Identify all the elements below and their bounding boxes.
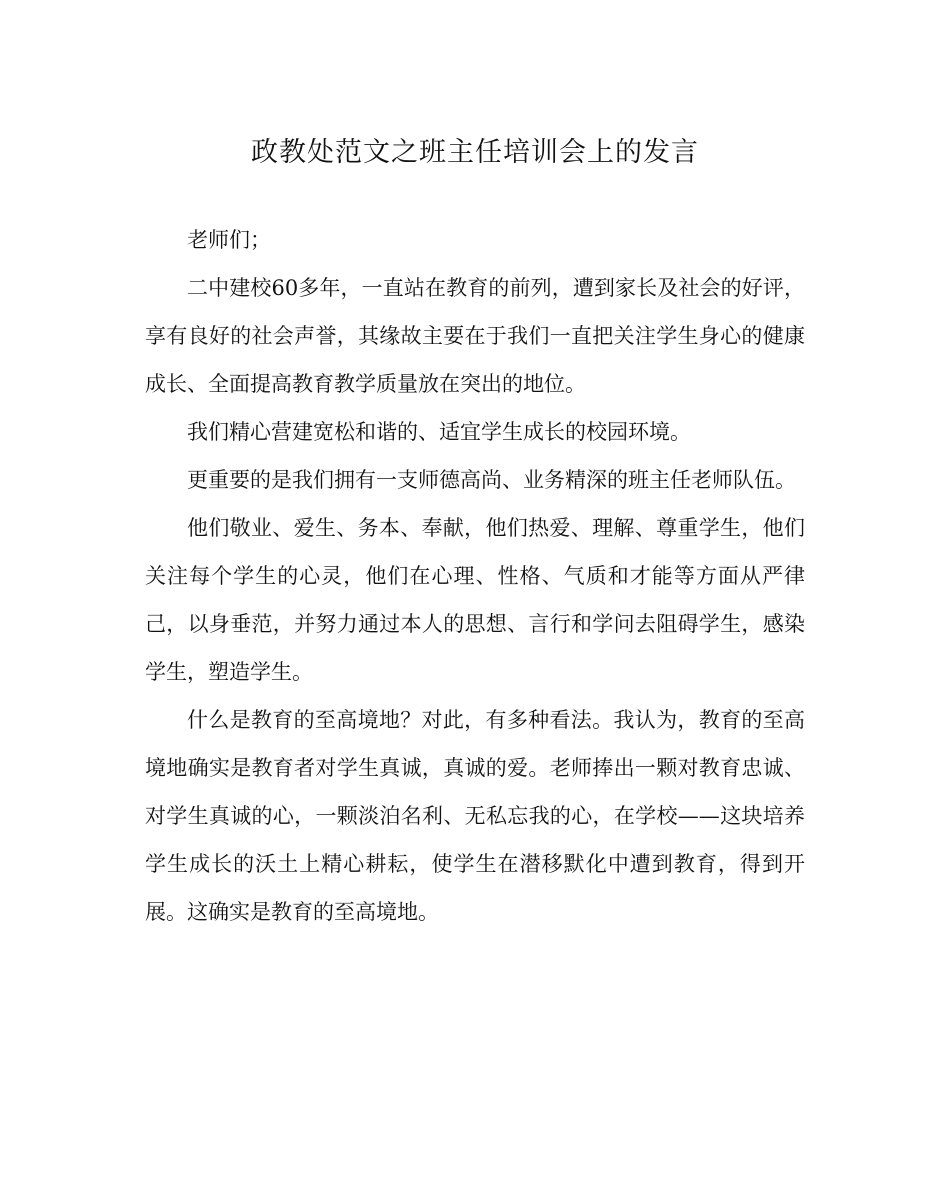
paragraph-highest-realm: 什么是教育的至高境地？对此，有多种看法。我认为，教育的至高境地确实是教育者对学生真诚，真诚的爱。老师捧出一颗对教育忠诚、对学生真诚的心，一颗淡泊名利、无私忘我的心，在学校——这块培养学生成长的沃土上精心耕耘，使学生在潜移默化中遭到教育，得到开展。这确实是教育的至高境地。 [145,708,805,924]
paragraph-teacher-team: 更重要的是我们拥有一支师德高尚、业务精深的班主任老师队伍。 [187,468,796,492]
paragraph-greeting: 老师们； [187,228,271,252]
paragraph-teacher-qualities: 他们敬业、爱生、务本、奉献，他们热爱、理解、尊重学生，他们关注每个学生的心灵，他们在心理、性格、气质和才能等方面从严律己，以身垂范，并努力通过本人的思想、言行和学问去阻碍学生，感染学生，塑造学生。 [145,516,805,684]
paragraph-campus-environment: 我们精心营建宽松和谐的、适宜学生成长的校园环境。 [187,420,691,444]
paragraph-school-history: 二中建校60多年，一直站在教育的前列，遭到家长及社会的好评，享有良好的社会声誉，其缘故主要在于我们一直把关注学生身心的健康成长、全面提高教育教学质量放在突出的地位。 [145,276,805,396]
document-body [145,216,805,936]
document-title: 政教处范文之班主任培训会上的发言 [251,137,699,168]
